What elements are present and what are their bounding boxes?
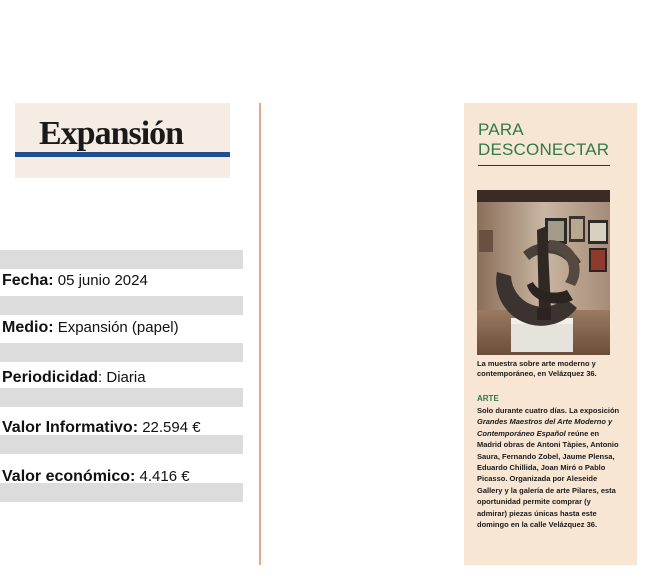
valor-informativo-row bbox=[2, 419, 201, 437]
row-band bbox=[0, 250, 243, 269]
logo-text: Expansión bbox=[39, 115, 184, 152]
valor-informativo-label: Valor Informativo: bbox=[2, 419, 139, 436]
medio-value: Expansión (papel) bbox=[53, 319, 179, 336]
clipping-title bbox=[478, 120, 609, 160]
fecha-value: 05 junio 2024 bbox=[53, 272, 148, 289]
fecha-row bbox=[2, 272, 148, 290]
valor-informativo-value: 22.594 € bbox=[138, 419, 201, 436]
press-clipping bbox=[464, 103, 637, 565]
row-band bbox=[0, 388, 243, 407]
exhibition-title: Grandes Maestros del Arte Moderno y Contemporáneo Español bbox=[477, 417, 613, 438]
row-band bbox=[0, 296, 243, 315]
article-body bbox=[477, 405, 622, 530]
logo-underline bbox=[15, 152, 230, 157]
expansion-logo bbox=[15, 103, 230, 178]
row-band bbox=[0, 435, 243, 454]
periodicidad-row bbox=[2, 369, 146, 387]
valor-economico-row bbox=[2, 468, 190, 486]
article-body-part2: reúne en Madrid obras de Antoni Tàpies, Antonio Saura, Fernando Zobel, Jaume Plensa, Eduardo Chillida, Joan Miró o Pablo Picasso. Organizada por Aleseide Gallery y la galería de arte Pilares, esta oportunidad permite comprar (y admirar) piezas únicas hasta este domingo en la calle Velázquez 36. bbox=[477, 428, 619, 530]
medio-label: Medio: bbox=[2, 319, 54, 336]
valor-economico-value: 4.416 € bbox=[135, 468, 190, 485]
clipping-title-line1: PARA bbox=[478, 120, 524, 139]
article-body-part1: Solo durante cuatro días. La exposición bbox=[477, 406, 620, 415]
fecha-label: Fecha: bbox=[2, 272, 54, 289]
row-band bbox=[0, 343, 243, 362]
periodicidad-value: : Diaria bbox=[98, 369, 146, 386]
sculpture-photo bbox=[477, 190, 610, 355]
medio-row bbox=[2, 319, 179, 337]
photo-caption: La muestra sobre arte moderno y contemporáneo, en Velázquez 36. bbox=[477, 359, 597, 378]
valor-economico-label: Valor económico: bbox=[2, 468, 136, 485]
periodicidad-label: Periodicidad bbox=[2, 369, 99, 386]
section-label: ARTE bbox=[477, 394, 499, 403]
vertical-divider bbox=[259, 103, 261, 565]
clipping-title-line2: DESCONECTAR bbox=[478, 140, 610, 159]
title-rule bbox=[478, 165, 610, 166]
